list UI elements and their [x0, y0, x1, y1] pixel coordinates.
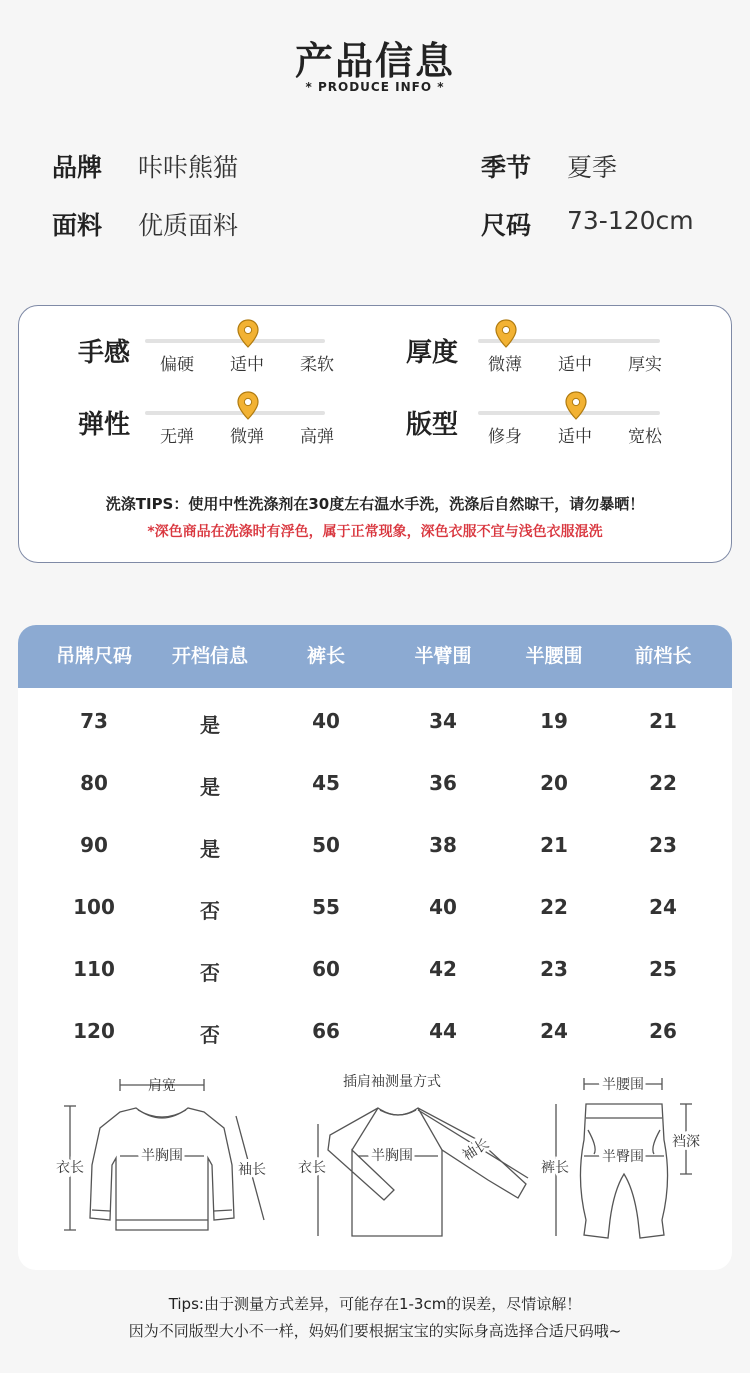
season-label: 季节 — [481, 153, 532, 182]
table-cell: 80 — [80, 771, 108, 795]
page-title: 产品信息 — [294, 39, 455, 83]
pants-length-label: 裤长 — [541, 1160, 569, 1176]
attribute-option: 柔软 — [300, 355, 334, 375]
location-pin-icon — [236, 391, 260, 421]
raglan-title: 插肩袖测量方式 — [343, 1074, 441, 1090]
table-cell: 20 — [540, 771, 568, 795]
table-cell: 23 — [649, 833, 677, 857]
attribute-option: 适中 — [558, 427, 592, 447]
fabric-label: 面料 — [52, 211, 103, 240]
pants-rise-label: 裆深 — [672, 1134, 700, 1150]
attribute-option: 修身 — [488, 427, 522, 447]
table-cell: 21 — [649, 709, 677, 733]
attribute-track — [145, 339, 325, 343]
table-cell: 26 — [649, 1019, 677, 1043]
table-cell: 是 — [200, 713, 220, 737]
attribute-option: 宽松 — [628, 427, 662, 447]
table-header-cell: 吊牌尺码 — [55, 645, 132, 667]
attribute-option: 厚实 — [628, 355, 662, 375]
attribute-option: 适中 — [230, 355, 264, 375]
table-cell: 25 — [649, 957, 677, 981]
table-header-cell: 开档信息 — [171, 645, 248, 667]
footer-tip-2: 因为不同版型大小不一样，妈妈们要根据宝宝的实际身高选择合适尺码哦~ — [128, 1322, 622, 1340]
shoulder-label: 肩宽 — [148, 1078, 176, 1094]
attribute-label: 弹性 — [78, 410, 131, 440]
table-cell: 否 — [200, 899, 220, 923]
table-cell: 45 — [312, 771, 340, 795]
size-table-header — [18, 625, 732, 688]
table-cell: 40 — [312, 709, 340, 733]
table-header-cell: 半腰围 — [525, 645, 583, 667]
brand-value: 咔咔熊猫 — [138, 153, 239, 182]
attribute-label: 手感 — [78, 338, 131, 368]
attribute-option: 微薄 — [488, 355, 522, 375]
attribute-option: 微弹 — [230, 427, 264, 447]
page-subtitle: * PRODUCE INFO * — [305, 80, 445, 94]
location-pin-icon — [236, 319, 260, 349]
table-cell: 否 — [200, 1023, 220, 1047]
table-cell: 100 — [73, 895, 115, 919]
raglan-length-label: 衣长 — [298, 1160, 326, 1176]
table-cell: 42 — [429, 957, 457, 981]
attribute-label: 版型 — [406, 410, 459, 440]
season-value: 夏季 — [567, 153, 618, 182]
table-header-cell: 前档长 — [634, 645, 692, 667]
table-cell: 40 — [429, 895, 457, 919]
attribute-option: 高弹 — [300, 427, 334, 447]
size-value: 73-120cm — [567, 206, 694, 235]
attribute-option: 偏硬 — [160, 355, 194, 375]
table-cell: 22 — [540, 895, 568, 919]
raglan-sleeve-label: 袖长 — [459, 1135, 493, 1165]
table-cell: 是 — [200, 775, 220, 799]
attribute-label: 厚度 — [406, 338, 459, 368]
table-cell: 否 — [200, 961, 220, 985]
table-cell: 55 — [312, 895, 340, 919]
location-pin-icon — [564, 391, 588, 421]
size-label: 尺码 — [481, 211, 532, 240]
pants-waist-label: 半腰围 — [602, 1077, 644, 1093]
table-cell: 50 — [312, 833, 340, 857]
table-cell: 是 — [200, 837, 220, 861]
table-cell: 19 — [540, 709, 568, 733]
measurement-diagrams — [18, 1070, 732, 1270]
table-cell: 21 — [540, 833, 568, 857]
attribute-option: 适中 — [558, 355, 592, 375]
brand-label: 品牌 — [52, 153, 103, 182]
wash-warning: *深色商品在洗涤时有浮色，属于正常现象，深色衣服不宜与浅色衣服混洗 — [147, 524, 603, 540]
fabric-value: 优质面料 — [138, 211, 239, 240]
table-cell: 34 — [429, 709, 457, 733]
table-cell: 24 — [540, 1019, 568, 1043]
table-cell: 66 — [312, 1019, 340, 1043]
wash-tips: 洗涤TIPS：使用中性洗涤剂在30度左右温水手洗，洗涤后自然晾干，请勿暴晒！ — [105, 495, 645, 513]
sleeve-label: 袖长 — [238, 1162, 266, 1178]
size-table-panel — [18, 625, 732, 1270]
attribute-option: 无弹 — [160, 427, 194, 447]
table-cell: 36 — [429, 771, 457, 795]
table-cell: 24 — [649, 895, 677, 919]
table-cell: 23 — [540, 957, 568, 981]
footer-tip-1: Tips:由于测量方式差异，可能存在1-3cm的误差，尽情谅解！ — [168, 1295, 582, 1313]
table-header-cell: 半臂围 — [414, 645, 472, 667]
pants-hip-label: 半臀围 — [602, 1149, 644, 1165]
chest-label: 半胸围 — [141, 1148, 183, 1164]
table-cell: 60 — [312, 957, 340, 981]
table-cell: 120 — [73, 1019, 115, 1043]
table-cell: 44 — [429, 1019, 457, 1043]
table-cell: 90 — [80, 833, 108, 857]
length-label: 衣长 — [56, 1160, 84, 1176]
table-header-cell: 裤长 — [306, 645, 345, 667]
attribute-track — [145, 411, 325, 415]
raglan-diagram — [318, 1108, 528, 1236]
table-cell: 110 — [73, 957, 115, 981]
table-cell: 73 — [80, 709, 108, 733]
table-cell: 22 — [649, 771, 677, 795]
location-pin-icon — [494, 319, 518, 349]
table-cell: 38 — [429, 833, 457, 857]
raglan-chest-label: 半胸围 — [371, 1148, 413, 1164]
